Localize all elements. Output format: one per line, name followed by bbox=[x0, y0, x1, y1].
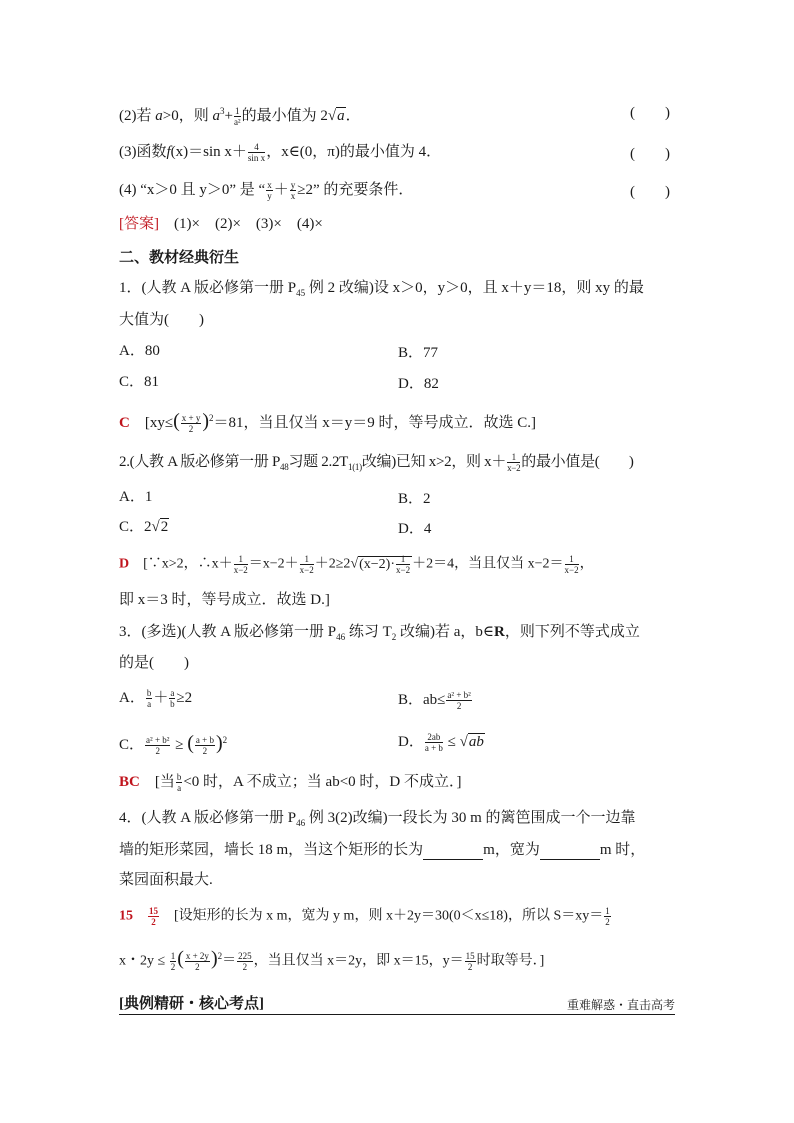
option-c: C． $\frac{\text{a² + b²}}{2}$ ≥ ( $\frac{a + b}{2}$ )$^2$ bbox=[119, 732, 228, 757]
option-c: C．81 bbox=[119, 374, 160, 390]
problem-4-solution: 15 $\frac{15}{2}$ [设矩形的长为 x m，宽为 y m，则 x＋2y＝30(0＜x≤18)，所以 S＝xy＝ $\frac{1}{2}$ bbox=[119, 906, 610, 927]
banner-title: [典例精研・核心考点] bbox=[119, 996, 264, 1012]
fill-blank bbox=[423, 845, 483, 860]
problem-2-solution: D [∵x>2，∴x＋ $\frac{1}{x-2}$ ＝x−2＋ $\frac{1}{x-2}$ ＋2≥2√(x−2)· $\frac{1}{x-2}$ ＋2＝4，当且仅当 x−2＝ $\frac{1}{x-2}$ ， bbox=[119, 554, 594, 575]
answer-paren: ( ) bbox=[630, 146, 670, 162]
question-4: (4) “x＞0 且 y＞0” 是 “ $\frac{x}{y}$ ＋ $\frac{y}{x}$ ≥2” 的充要条件． bbox=[119, 180, 414, 202]
answer-paren: ( ) bbox=[630, 105, 670, 121]
option-a: A． $\frac{b}{a}$ ＋ $\frac{a}{b}$ ≥2 bbox=[119, 688, 193, 710]
problem-2-solution-line2: 即 x＝3 时，等号成立．故选 D.] bbox=[119, 592, 330, 608]
option-a: A．80 bbox=[119, 343, 160, 359]
problem-1-solution: C [xy≤( $\frac{x + y}{2}$ )$^2$＝81，当且仅当 x＝y＝9 时，等号成立．故选 C.] bbox=[119, 410, 537, 435]
question-3: (3)函数f(x)＝sin x＋ $\frac{4}{\text{sin x}}$ ，x∈(0，π)的最小值为 4． bbox=[119, 142, 442, 164]
option-d: D． $\frac{2ab}{a + b}$ ≤ √ab bbox=[398, 732, 484, 754]
problem-4-solution-line2: x・2y ≤ $\frac{1}{2}$ ( $\frac{x + 2y}{2}$ )$^2$＝ $\frac{225}{2}$ ，当且仅当 x＝2y，即 x＝15，y＝ $\frac{15}{2}$ 时取等号．] bbox=[119, 947, 545, 972]
question-2: (2)若 a>0，则 $a^3+$ $\frac{1}{\text{a²}}$ 的最小值为 2√a． bbox=[119, 106, 361, 128]
banner-subtitle: 重难解惑・直击高考 bbox=[566, 998, 675, 1012]
option-d: D．82 bbox=[398, 376, 439, 392]
option-b: B．2 bbox=[398, 491, 431, 507]
problem-3-solution: BC [当 $\frac{b}{a}$ <0 时，A 不成立；当 ab<0 时，D 不成立．] bbox=[119, 772, 462, 794]
answer-line: [答案] (1)× (2)× (3)× (4)× bbox=[119, 216, 323, 232]
problem-1-line2: 大值为( ) bbox=[119, 312, 204, 328]
problem-3-line1: 3．(多选)(人教 A 版必修第一册 $P_{46}$ 练习 $T_2$ 改编)若 a，b∈R，则下列不等式成立 bbox=[119, 624, 640, 642]
answer-paren: ( ) bbox=[630, 184, 670, 200]
section-banner bbox=[119, 992, 675, 1015]
option-c: C．2√2 bbox=[119, 519, 169, 535]
option-b: B．77 bbox=[398, 345, 439, 361]
problem-4-line1: 4．(人教 A 版必修第一册 $P_{46}$ 例 3(2)改编)一段长为 30 m 的篱笆围成一个一边靠 bbox=[119, 810, 636, 828]
option-b: B．ab≤ $\frac{\text{a² + b²}}{2}$ bbox=[398, 690, 471, 712]
fill-blank bbox=[540, 845, 600, 860]
problem-3-line2: 的是( ) bbox=[119, 655, 189, 671]
problem-2-line1: 2.(人教 A 版必修第一册 $P_{48}$习题 $2.2T_{1(1)}$改编)已知 x>2，则 x＋ $\frac{1}{x-2}$ 的最小值是( ) bbox=[119, 452, 634, 474]
option-a: A．1 bbox=[119, 489, 153, 505]
problem-4-line3: 菜园面积最大. bbox=[119, 872, 213, 888]
option-d: D．4 bbox=[398, 521, 432, 537]
problem-1-line1: 1．(人教 A 版必修第一册 $P_{45}$ 例 2 改编)设 x＞0，y＞0，且 x＋y＝18，则 xy 的最 bbox=[119, 280, 644, 298]
section-heading: 二、教材经典衍生 bbox=[119, 250, 240, 266]
problem-4-line2: 墙的矩形菜园，墙长 18 m，当这个矩形的长为 m，宽为 m 时， bbox=[119, 842, 646, 858]
